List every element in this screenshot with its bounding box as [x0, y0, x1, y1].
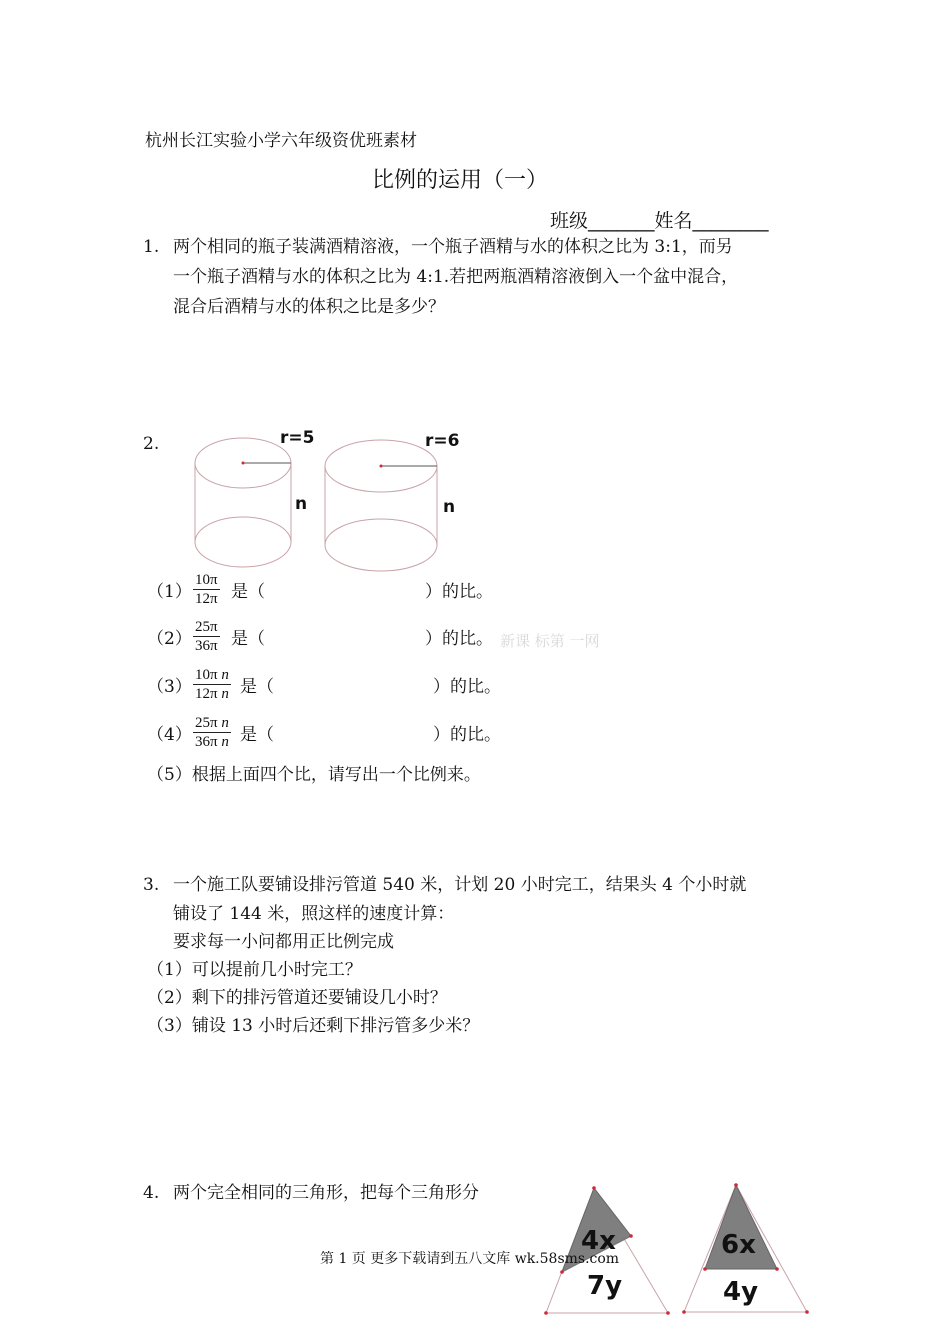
- item-5: （5）根据上面四个比，请写出一个比例来。: [147, 765, 481, 785]
- denominator: 12π: [195, 686, 218, 702]
- fraction: [193, 714, 231, 751]
- page-footer: 第 1 页 更多下载请到五八文库 wk.58sms.com: [320, 1251, 620, 1267]
- item-text: ）的比。: [425, 582, 493, 602]
- item-label: （2）: [147, 629, 192, 649]
- numerator: 25π: [195, 619, 218, 635]
- item-text: 是（: [231, 582, 265, 602]
- item-text: 是（: [240, 725, 274, 745]
- radius-label: r=5: [280, 428, 315, 448]
- region-label: 4y: [723, 1277, 759, 1307]
- cylinder-large: [325, 440, 437, 571]
- denominator: 12π: [195, 591, 218, 607]
- item-text: ）的比。: [433, 677, 501, 697]
- numerator: 10π: [195, 572, 218, 588]
- denominator-variable: n: [221, 734, 229, 750]
- sub-question: （1）可以提前几小时完工？: [147, 960, 362, 980]
- numerator: 10π: [195, 667, 218, 683]
- fraction: [193, 618, 220, 655]
- item-text: 是（: [231, 629, 265, 649]
- question-number: 1.: [143, 237, 160, 257]
- region-label: 7y: [587, 1271, 623, 1301]
- question-text: 一个瓶子酒精与水的体积之比为 4:1.若把两瓶酒精溶液倒入一个盆中混合，: [173, 267, 739, 287]
- height-label: n: [295, 494, 308, 514]
- question-text: 一个施工队要铺设排污管道 540 米，计划 20 小时完工，结果头 4 个小时就: [173, 875, 747, 895]
- question-number: 2.: [143, 434, 160, 454]
- watermark: 新课 标第 一网: [500, 632, 600, 650]
- item-text: 是（: [240, 677, 274, 697]
- question-number: 4.: [143, 1183, 160, 1203]
- region-label: 6x: [721, 1230, 756, 1260]
- item-label: （1）: [147, 582, 192, 602]
- region-label: 4x: [581, 1226, 616, 1256]
- height-label: n: [443, 497, 456, 517]
- question-text: 混合后酒精与水的体积之比是多少？: [173, 297, 445, 317]
- fraction: [193, 666, 231, 703]
- numerator-variable: n: [221, 715, 229, 731]
- question-text: 要求每一小问都用正比例完成: [173, 932, 394, 952]
- item-text: ）的比。: [425, 629, 493, 649]
- item-label: （4）: [147, 725, 192, 745]
- numerator-variable: n: [221, 667, 229, 683]
- center-dot: [380, 465, 383, 468]
- item-label: （3）: [147, 677, 192, 697]
- question-text: 两个完全相同的三角形，把每个三角形分: [173, 1183, 479, 1203]
- radius-label: r=6: [425, 431, 460, 451]
- numerator: 25π: [195, 715, 218, 731]
- item-text: ）的比。: [433, 725, 501, 745]
- denominator-variable: n: [221, 686, 229, 702]
- school-header: 杭州长江实验小学六年级资优班素材: [145, 131, 417, 151]
- question-text: 铺设了 144 米，照这样的速度计算：: [173, 904, 455, 924]
- center-dot: [242, 462, 245, 465]
- question-text: 两个相同的瓶子装满酒精溶液，一个瓶子酒精与水的体积之比为 3:1，而另: [173, 237, 733, 257]
- denominator: 36π: [195, 638, 218, 654]
- sub-question: （3）铺设 13 小时后还剩下排污管多少米？: [147, 1016, 480, 1036]
- fraction: [193, 571, 220, 608]
- class-name-line: 班级_______姓名________: [550, 210, 769, 232]
- page-title: 比例的运用（一）: [372, 168, 549, 193]
- sub-question: （2）剩下的排污管道还要铺设几小时？: [147, 988, 447, 1008]
- cylinders-figure: [185, 425, 465, 575]
- cylinder-small: [195, 438, 291, 567]
- question-number: 3.: [143, 875, 160, 895]
- denominator: 36π: [195, 734, 218, 750]
